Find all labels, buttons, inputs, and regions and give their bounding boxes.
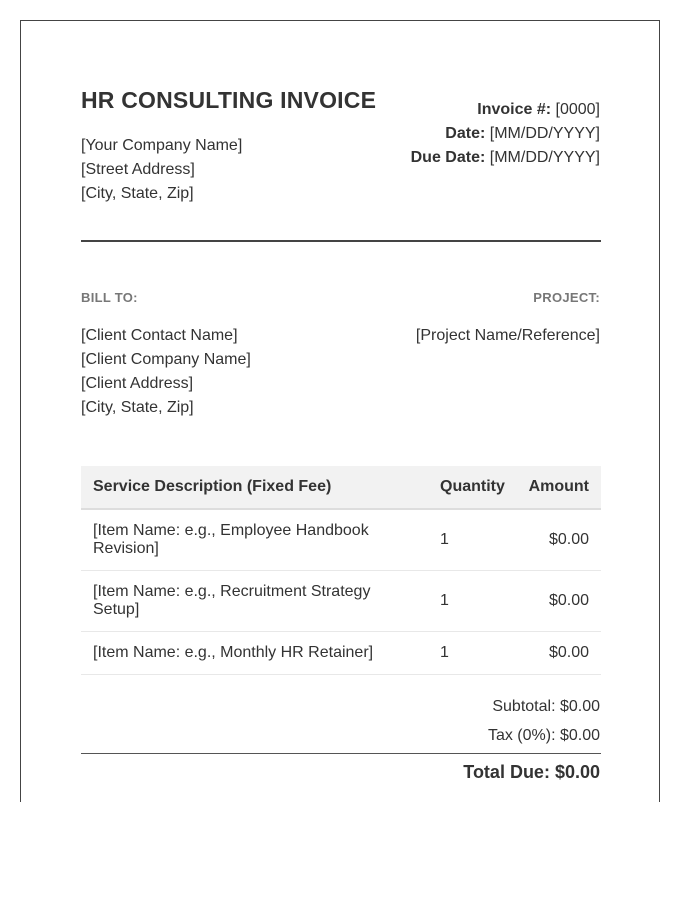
client-city: [City, State, Zip] xyxy=(81,399,194,416)
due-date xyxy=(411,149,600,167)
invoice-title: HR CONSULTING INVOICE xyxy=(81,87,377,113)
total-due: Total Due: $0.00 xyxy=(463,762,600,782)
bill-to-label: BILL TO: xyxy=(81,290,138,305)
due-date-value: [MM/DD/YYYY] xyxy=(489,149,600,166)
table-row xyxy=(81,571,601,632)
project-reference: [Project Name/Reference] xyxy=(415,327,600,344)
client-address: [Client Address] xyxy=(81,375,194,392)
company-city: [City, State, Zip] xyxy=(81,185,194,202)
header-amount: Amount xyxy=(528,478,589,495)
table-row xyxy=(81,632,601,675)
invoice-page xyxy=(20,20,660,802)
invoice-number-label: Invoice #: xyxy=(477,101,552,118)
table-row xyxy=(81,510,601,571)
services-table xyxy=(81,466,601,675)
row-amount: $0.00 xyxy=(548,592,589,609)
invoice-date-value: [MM/DD/YYYY] xyxy=(489,125,600,142)
invoice-date xyxy=(445,125,600,143)
subtotal: Subtotal: $0.00 xyxy=(492,698,600,715)
client-contact-name: [Client Contact Name] xyxy=(81,327,238,344)
row-description: [Item Name: e.g., Employee Handbook Revision] xyxy=(93,522,369,557)
due-date-label: Due Date: xyxy=(410,149,486,166)
tax: Tax (0%): $0.00 xyxy=(487,727,600,744)
row-description: [Item Name: e.g., Monthly HR Retainer] xyxy=(93,644,374,661)
invoice-number xyxy=(477,101,600,119)
project-label: PROJECT: xyxy=(533,290,600,305)
header-description: Service Description (Fixed Fee) xyxy=(93,478,332,495)
totals-divider xyxy=(81,753,601,754)
client-company-name: [Client Company Name] xyxy=(81,351,251,368)
table-header xyxy=(81,466,601,510)
header-divider xyxy=(81,240,601,242)
company-street: [Street Address] xyxy=(81,161,195,178)
row-quantity: 1 xyxy=(440,592,449,609)
row-quantity: 1 xyxy=(440,644,449,661)
invoice-number-value: [0000] xyxy=(555,101,600,118)
invoice-date-label: Date: xyxy=(445,125,486,142)
row-amount: $0.00 xyxy=(548,644,589,661)
header-quantity: Quantity xyxy=(440,478,505,495)
row-description: [Item Name: e.g., Recruitment Strategy Setup] xyxy=(93,583,371,618)
row-amount: $0.00 xyxy=(548,531,589,548)
row-quantity: 1 xyxy=(440,531,449,548)
company-name: [Your Company Name] xyxy=(81,137,243,154)
